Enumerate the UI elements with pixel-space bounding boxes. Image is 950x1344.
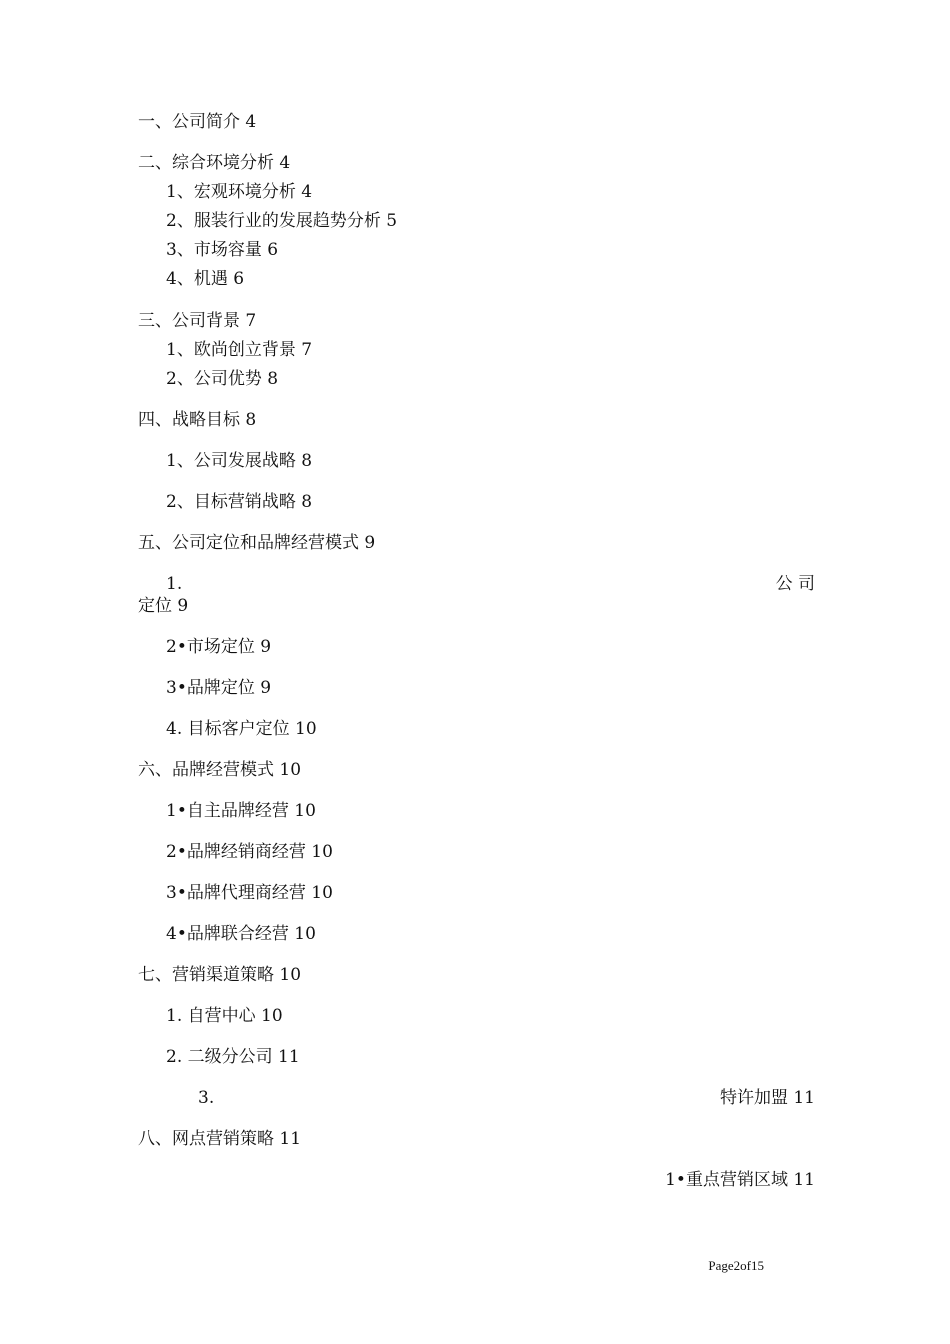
toc-entry-7-3 [198,1087,815,1109]
toc-entry-2-1: 1、宏观环境分析 4 [166,182,313,202]
toc-entry-5: 五、公司定位和品牌经营模式 9 [138,533,376,553]
toc-entry-5-1-number: 1. [166,574,183,594]
toc-entry-6-2: 2•品牌经销商经营 10 [166,842,333,862]
toc-entry-4: 四、战略目标 8 [138,410,257,430]
toc-entry-7: 七、营销渠道策略 10 [138,965,302,985]
toc-entry-3-2: 2、公司优势 8 [166,369,279,389]
toc-entry-2-3: 3、市场容量 6 [166,240,279,260]
page-number: Page2of15 [708,1258,764,1273]
toc-entry-2: 二、综合环境分析 4 [138,153,291,173]
toc-entry-7-2: 2. 二级分公司 11 [166,1047,300,1067]
toc-entry-1: 一、公司简介 4 [138,112,257,132]
toc-entry-5-3: 3•品牌定位 9 [166,678,272,698]
toc-entry-6-3: 3•品牌代理商经营 10 [166,883,333,903]
toc-entry-4-2: 2、目标营销战略 8 [166,492,313,512]
toc-entry-6-1: 1•自主品牌经营 10 [166,801,316,821]
toc-entry-5-1-wrap: 定位 9 [138,596,189,616]
toc-entry-7-3-text: 特许加盟 11 [719,1088,815,1108]
toc-entry-5-1-text: 公 司 [775,574,815,594]
toc-entry-5-1 [166,573,815,595]
toc-entry-7-1: 1. 自营中心 10 [166,1006,283,1026]
toc-entry-3-1: 1、欧尚创立背景 7 [166,340,313,360]
toc-entry-5-2: 2•市场定位 9 [166,637,272,657]
toc-entry-5-4: 4. 目标客户定位 10 [166,719,317,739]
toc-entry-8: 八、网点营销策略 11 [138,1129,302,1149]
toc-entry-2-2: 2、服装行业的发展趋势分析 5 [166,211,398,231]
toc-entry-4-1: 1、公司发展战略 8 [166,451,313,471]
toc-entry-3: 三、公司背景 7 [138,311,257,331]
toc-entry-7-3-number: 3. [198,1088,215,1108]
toc-entry-6-4: 4•品牌联合经营 10 [166,924,316,944]
toc-entry-8-1: 1•重点营销区域 11 [665,1170,815,1190]
toc-entry-6: 六、品牌经营模式 10 [138,760,302,780]
toc-entry-2-4: 4、机遇 6 [166,269,245,289]
